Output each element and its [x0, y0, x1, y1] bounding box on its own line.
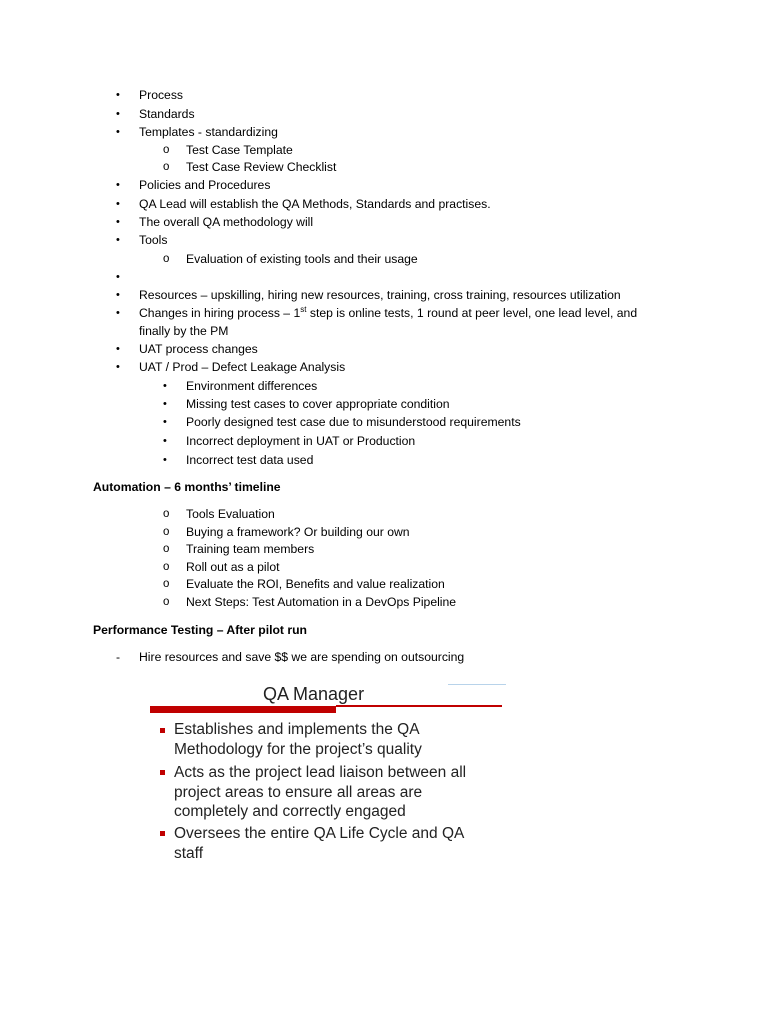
slide-bullet: [160, 728, 165, 733]
list-item: Policies and Procedures: [139, 178, 271, 192]
list-item: The overall QA methodology will: [139, 215, 314, 229]
leakage-item: Incorrect test data used: [186, 453, 314, 467]
bullet: •: [116, 198, 120, 210]
bullet: •: [163, 398, 167, 410]
sub-bullet: o: [163, 596, 170, 608]
slide-top-rule: [448, 684, 506, 685]
automation-item: Buying a framework? Or building our own: [186, 525, 410, 539]
hiring-line-2: finally by the PM: [139, 324, 229, 338]
sub-list-item: Evaluation of existing tools and their usage: [186, 252, 418, 266]
bullet: •: [116, 216, 120, 228]
list-item: QA Lead will establish the QA Methods, Standards and practises.: [139, 197, 491, 211]
leakage-item: Environment differences: [186, 379, 318, 393]
bullet: •: [116, 289, 120, 301]
sub-bullet: o: [163, 543, 170, 555]
list-item: Process: [139, 88, 184, 102]
automation-item: Evaluate the ROI, Benefits and value realization: [186, 577, 445, 591]
automation-heading: Automation – 6 months’ timeline: [93, 480, 281, 494]
sub-list-item: Test Case Review Checklist: [186, 160, 337, 174]
slide-accent-bar: [150, 706, 336, 713]
bullet: •: [116, 108, 120, 120]
dash-bullet: -: [116, 650, 121, 664]
bullet: •: [116, 343, 120, 355]
performance-heading: Performance Testing – After pilot run: [93, 623, 307, 637]
bullet: •: [116, 126, 120, 138]
leakage-item: Missing test cases to cover appropriate condition: [186, 397, 450, 411]
list-item: Resources – upskilling, hiring new resources, training, cross training, resources utilization: [139, 288, 621, 302]
list-item: Tools: [139, 233, 168, 247]
sub-bullet: o: [163, 161, 170, 173]
bullet: •: [163, 380, 167, 392]
bullet: •: [116, 234, 120, 246]
sub-list-item: Test Case Template: [186, 143, 293, 157]
bullet: •: [163, 416, 167, 428]
leakage-item: Poorly designed test case due to misunderstood requirements: [186, 415, 521, 429]
hiring-line-1: Changes in hiring process – 1st step is online tests, 1 round at peer level, one lead level, and: [139, 304, 638, 320]
bullet-empty: •: [116, 271, 120, 283]
sub-bullet: o: [163, 144, 170, 156]
automation-item: Tools Evaluation: [186, 507, 275, 521]
slide-bullet: [160, 831, 165, 836]
slide-accent-line: [336, 705, 502, 707]
leakage-item: Incorrect deployment in UAT or Production: [186, 434, 416, 448]
bullet: •: [116, 89, 120, 101]
slide-item-line: staff: [174, 844, 204, 862]
slide-item-line: project areas to ensure all areas are: [174, 783, 423, 801]
bullet: •: [116, 361, 120, 373]
slide-item-line: Methodology for the project’s quality: [174, 740, 422, 758]
bullet: •: [163, 454, 167, 466]
slide-bullet: [160, 770, 165, 775]
automation-item: Roll out as a pilot: [186, 560, 280, 574]
automation-item: Next Steps: Test Automation in a DevOps Pipeline: [186, 595, 457, 609]
list-item: Templates - standardizing: [139, 125, 278, 139]
list-item: Standards: [139, 107, 195, 121]
qa-manager-slide: [148, 682, 508, 872]
slide-item-line: completely and correctly engaged: [174, 803, 406, 820]
list-item: UAT process changes: [139, 342, 258, 356]
slide-item-line: Acts as the project lead liaison between all: [174, 764, 467, 781]
sub-bullet: o: [163, 526, 170, 538]
sub-bullet: o: [163, 578, 170, 590]
sub-bullet: o: [163, 508, 170, 520]
automation-item: Training team members: [186, 542, 315, 556]
slide-title: QA Manager: [263, 684, 365, 704]
list-item: UAT / Prod – Defect Leakage Analysis: [139, 360, 346, 374]
sub-bullet: o: [163, 561, 170, 573]
slide-item-line: Oversees the entire QA Life Cycle and QA: [174, 825, 465, 842]
slide-item-line: Establishes and implements the QA: [174, 721, 420, 738]
bullet: •: [116, 307, 120, 319]
bullet: •: [116, 179, 120, 191]
performance-item: Hire resources and save $$ we are spending on outsourcing: [139, 650, 465, 664]
sub-bullet: o: [163, 253, 170, 265]
bullet: •: [163, 435, 167, 447]
